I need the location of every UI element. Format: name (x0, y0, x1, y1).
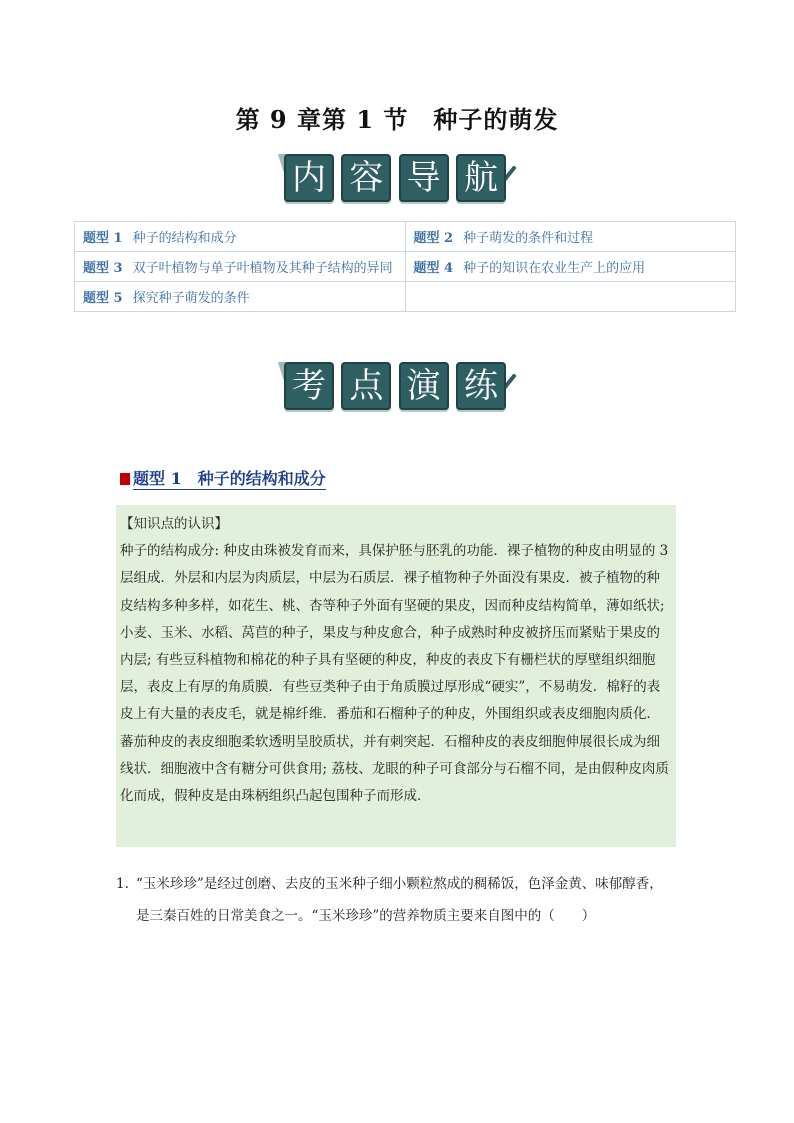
banner-char: 考 (284, 362, 334, 410)
knowledge-heading: 【知识点的认识】 (120, 516, 228, 532)
section-title: 种子的结构和成分 (197, 469, 326, 488)
nav-tag: 题型 2 (413, 231, 454, 246)
nav-cell[interactable] (75, 282, 406, 312)
banner-char: 演 (399, 362, 449, 410)
table-row (75, 282, 736, 312)
nav-text: 探究种子萌发的条件 (132, 291, 250, 306)
banner-char: 点 (341, 362, 391, 410)
nav-tag: 题型 3 (83, 261, 123, 276)
banner-char: 练 (456, 362, 506, 410)
table-row (75, 252, 736, 282)
section-heading (120, 466, 326, 488)
nav-cell[interactable] (405, 222, 736, 252)
red-square-icon (120, 473, 130, 485)
nav-cell-empty (405, 282, 736, 312)
nav-text: 种子的知识在农业生产上的应用 (463, 261, 646, 276)
topic-nav-table (74, 221, 736, 312)
nav-text: 种子萌发的条件和过程 (463, 231, 594, 246)
knowledge-body: 种子的结构成分: 种皮由珠被发育而来，具保护胚与胚乳的功能．裸子植物的种皮由明显的 3 层组成．外层和内层为肉质层，中层为石质层．裸子植物种子外面没有果皮．被子植物的种皮结构多种多样，如花生、桃、杏等种子外面有坚硬的果皮，因而种皮结构简单，薄如纸状; 小麦、玉米、水稻、莴苣的种子，果皮与种皮愈合，种子成熟时种皮被挤压而紧贴于果皮的内层; 有些豆科植物和棉花的种子具有坚硬的种皮，种皮的表皮下有栅栏状的厚壁组织细胞层，表皮上有厚的角质膜．有些豆类种子由于角质膜过厚形成“硬实”，不易萌发．棉籽的表皮上有大量的表皮毛，就是棉纤维．番茄和石榴种子的种皮，外围组织或表皮细胞肉质化．蕃茄种皮的表皮细胞柔软透明呈胶质状，并有刺突起．石榴种皮的表皮细胞伸展很长成为细线状．细胞液中含有糖分可供食用; 荔枝、龙眼的种子可食部分与石榴不同，是由假种皮肉质化而成，假种皮是由珠柄组织凸起包围种子而形成． (120, 543, 669, 805)
nav-tag: 题型 5 (83, 291, 123, 306)
nav-cell[interactable] (405, 252, 736, 282)
banner-char: 导 (399, 154, 449, 202)
question-number: 1. (116, 876, 129, 892)
table-row (75, 222, 736, 252)
nav-cell[interactable] (75, 222, 406, 252)
question-1 (116, 868, 682, 932)
nav-text: 种子的结构和成分 (132, 231, 237, 246)
question-text-line2: 是三秦百姓的日常美食之一。“玉米珍珍”的营养物质主要来自图中的（ ） (136, 908, 596, 924)
nav-tag: 题型 1 (83, 231, 123, 246)
banner-char: 容 (341, 154, 391, 202)
nav-banner (274, 150, 520, 208)
banner-char: 内 (284, 154, 334, 202)
question-text-line1: “玉米珍珍”是经过创磨、去皮的玉米种子细小颗粒熬成的稠稀饭，色泽金黄、味郁醇香， (136, 876, 663, 892)
exercise-banner (274, 358, 520, 416)
knowledge-box (116, 505, 676, 847)
section-tag: 题型 1 (133, 469, 182, 488)
page-title: 第 9 章第 1 节 种子的萌发 (235, 105, 559, 134)
nav-tag: 题型 4 (413, 261, 454, 276)
nav-cell[interactable] (75, 252, 406, 282)
nav-text: 双子叶植物与单子叶植物及其种子结构的异同 (132, 261, 393, 276)
banner-char: 航 (456, 154, 506, 202)
